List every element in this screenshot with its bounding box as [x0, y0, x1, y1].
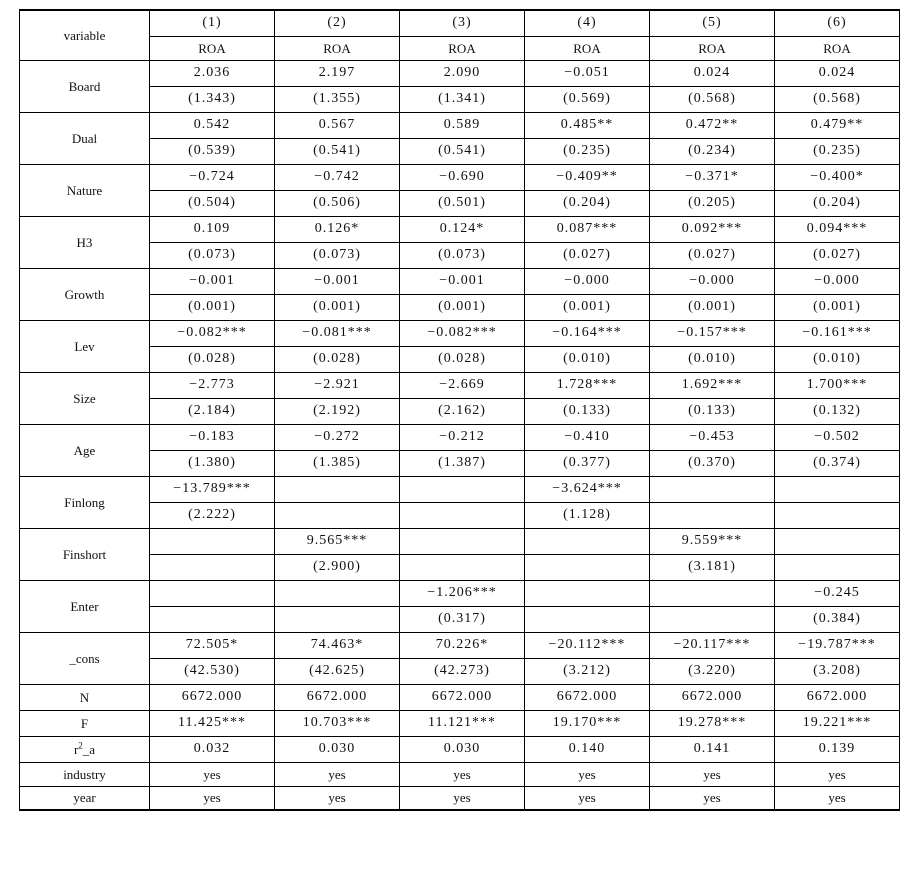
se-cell: (0.506)	[275, 190, 400, 216]
se-cell: (0.028)	[150, 346, 275, 372]
stat-row-r2a	[20, 736, 900, 762]
se-row	[20, 502, 900, 528]
depvar-header: ROA	[275, 36, 400, 60]
coef-cell: −2.773	[150, 372, 275, 398]
se-cell: (1.355)	[275, 86, 400, 112]
coef-cell: 2.197	[275, 60, 400, 86]
coef-cell: 0.485**	[525, 112, 650, 138]
coef-cell: −0.453	[650, 424, 775, 450]
coef-cell	[775, 528, 900, 554]
se-cell: (0.133)	[525, 398, 650, 424]
coef-row	[20, 320, 900, 346]
r2-label-sup: 2	[78, 740, 83, 751]
se-cell: (0.204)	[775, 190, 900, 216]
se-row	[20, 398, 900, 424]
header-row-depvar	[20, 36, 900, 60]
depvar-header: ROA	[650, 36, 775, 60]
se-cell: (0.504)	[150, 190, 275, 216]
variable-name: Enter	[20, 580, 150, 632]
model-header: (4)	[525, 10, 650, 36]
coef-cell	[650, 476, 775, 502]
coef-row	[20, 60, 900, 86]
variable-name: Lev	[20, 320, 150, 372]
stat-cell: 6672.000	[150, 684, 275, 710]
coef-row	[20, 580, 900, 606]
coef-cell: −0.000	[525, 268, 650, 294]
coef-cell: 2.036	[150, 60, 275, 86]
stat-cell: yes	[525, 786, 650, 810]
coef-cell: −0.161***	[775, 320, 900, 346]
se-row	[20, 190, 900, 216]
coef-cell: 72.505*	[150, 632, 275, 658]
se-cell: (0.001)	[775, 294, 900, 320]
variable-name: Growth	[20, 268, 150, 320]
se-cell: (42.530)	[150, 658, 275, 684]
coef-cell: −0.001	[400, 268, 525, 294]
se-cell: (0.541)	[400, 138, 525, 164]
se-cell	[775, 554, 900, 580]
stat-label: year	[20, 786, 150, 810]
stat-cell: 0.030	[400, 736, 525, 762]
stat-row-industry	[20, 762, 900, 786]
coef-cell: 70.226*	[400, 632, 525, 658]
coef-cell: −0.001	[275, 268, 400, 294]
coef-cell: −0.212	[400, 424, 525, 450]
model-header: (5)	[650, 10, 775, 36]
coef-cell: 0.024	[775, 60, 900, 86]
se-cell: (0.001)	[275, 294, 400, 320]
coef-cell	[525, 528, 650, 554]
se-cell	[275, 606, 400, 632]
se-cell	[775, 502, 900, 528]
se-cell: (0.027)	[775, 242, 900, 268]
r2-label-sub: _a	[82, 741, 96, 757]
depvar-header: ROA	[150, 36, 275, 60]
se-row	[20, 242, 900, 268]
se-cell: (0.028)	[275, 346, 400, 372]
stat-label: industry	[20, 762, 150, 786]
se-cell: (0.317)	[400, 606, 525, 632]
se-cell: (0.132)	[775, 398, 900, 424]
stat-cell: 0.030	[275, 736, 400, 762]
se-cell: (3.208)	[775, 658, 900, 684]
stat-cell: yes	[400, 762, 525, 786]
coef-cell: −0.742	[275, 164, 400, 190]
coef-row	[20, 216, 900, 242]
coef-cell: 9.559***	[650, 528, 775, 554]
se-cell: (0.001)	[150, 294, 275, 320]
variable-name: H3	[20, 216, 150, 268]
coef-cell: −0.410	[525, 424, 650, 450]
coef-cell: −0.724	[150, 164, 275, 190]
coef-cell: −0.502	[775, 424, 900, 450]
se-row	[20, 86, 900, 112]
coef-cell: −0.272	[275, 424, 400, 450]
se-cell	[150, 554, 275, 580]
se-cell: (1.343)	[150, 86, 275, 112]
stat-cell: 6672.000	[775, 684, 900, 710]
se-cell: (0.073)	[400, 242, 525, 268]
se-row	[20, 138, 900, 164]
coef-cell: −0.157***	[650, 320, 775, 346]
se-cell: (0.541)	[275, 138, 400, 164]
se-cell: (0.235)	[775, 138, 900, 164]
se-cell: (1.341)	[400, 86, 525, 112]
coef-cell: −20.117***	[650, 632, 775, 658]
variable-name: Finlong	[20, 476, 150, 528]
coef-cell: 0.126*	[275, 216, 400, 242]
coef-cell: −0.400*	[775, 164, 900, 190]
stat-row-f	[20, 710, 900, 736]
model-header: (6)	[775, 10, 900, 36]
coef-cell: −20.112***	[525, 632, 650, 658]
coef-cell: 2.090	[400, 60, 525, 86]
stat-cell: 11.121***	[400, 710, 525, 736]
se-cell: (42.273)	[400, 658, 525, 684]
se-cell: (0.001)	[650, 294, 775, 320]
se-cell: (0.027)	[525, 242, 650, 268]
stat-cell: yes	[275, 786, 400, 810]
stat-cell: 6672.000	[275, 684, 400, 710]
coef-cell: 0.094***	[775, 216, 900, 242]
se-cell: (0.569)	[525, 86, 650, 112]
se-cell: (0.001)	[525, 294, 650, 320]
stat-row-n	[20, 684, 900, 710]
coef-cell: 0.092***	[650, 216, 775, 242]
coef-cell: −2.921	[275, 372, 400, 398]
se-row	[20, 450, 900, 476]
se-cell: (0.370)	[650, 450, 775, 476]
coef-cell: 0.024	[650, 60, 775, 86]
se-cell	[275, 502, 400, 528]
coef-cell: 0.589	[400, 112, 525, 138]
stat-cell: yes	[650, 762, 775, 786]
stat-cell: 0.140	[525, 736, 650, 762]
se-cell: (1.387)	[400, 450, 525, 476]
se-cell: (0.027)	[650, 242, 775, 268]
variable-name: Dual	[20, 112, 150, 164]
coef-cell: 1.700***	[775, 372, 900, 398]
stat-row-year	[20, 786, 900, 810]
stat-cell: 19.221***	[775, 710, 900, 736]
coef-cell: 0.087***	[525, 216, 650, 242]
depvar-header: ROA	[400, 36, 525, 60]
se-cell: (0.001)	[400, 294, 525, 320]
coef-cell: −3.624***	[525, 476, 650, 502]
stat-cell: 0.032	[150, 736, 275, 762]
coef-cell: 9.565***	[275, 528, 400, 554]
stat-cell: 10.703***	[275, 710, 400, 736]
coef-cell: 0.479**	[775, 112, 900, 138]
se-cell: (0.374)	[775, 450, 900, 476]
stat-cell: 0.139	[775, 736, 900, 762]
stat-cell: 19.278***	[650, 710, 775, 736]
coef-cell: −0.245	[775, 580, 900, 606]
se-cell: (0.377)	[525, 450, 650, 476]
se-cell: (0.235)	[525, 138, 650, 164]
se-cell: (0.010)	[650, 346, 775, 372]
coef-cell: 0.472**	[650, 112, 775, 138]
se-cell: (0.073)	[275, 242, 400, 268]
se-cell: (1.380)	[150, 450, 275, 476]
se-cell	[525, 554, 650, 580]
se-cell: (2.162)	[400, 398, 525, 424]
coef-cell: −0.164***	[525, 320, 650, 346]
coef-cell: −0.082***	[150, 320, 275, 346]
coef-cell: 74.463*	[275, 632, 400, 658]
se-cell: (0.234)	[650, 138, 775, 164]
se-row	[20, 294, 900, 320]
depvar-header: ROA	[525, 36, 650, 60]
coef-cell	[650, 580, 775, 606]
coef-cell: −0.000	[650, 268, 775, 294]
coef-cell: −19.787***	[775, 632, 900, 658]
se-cell: (0.384)	[775, 606, 900, 632]
coef-cell	[150, 528, 275, 554]
coef-row	[20, 112, 900, 138]
se-cell	[525, 606, 650, 632]
coef-cell: −0.371*	[650, 164, 775, 190]
se-cell: (0.133)	[650, 398, 775, 424]
coef-row	[20, 164, 900, 190]
coef-row	[20, 372, 900, 398]
coef-cell: 0.567	[275, 112, 400, 138]
se-cell: (0.568)	[650, 86, 775, 112]
stat-cell: 6672.000	[400, 684, 525, 710]
coef-cell: 1.692***	[650, 372, 775, 398]
se-cell	[400, 554, 525, 580]
coef-cell: −0.000	[775, 268, 900, 294]
coef-cell: −0.051	[525, 60, 650, 86]
coef-cell	[775, 476, 900, 502]
coef-cell: −0.690	[400, 164, 525, 190]
coef-row	[20, 268, 900, 294]
coef-cell: 0.109	[150, 216, 275, 242]
stat-cell: 19.170***	[525, 710, 650, 736]
depvar-header: ROA	[775, 36, 900, 60]
coef-cell: −13.789***	[150, 476, 275, 502]
stat-cell: 6672.000	[650, 684, 775, 710]
coef-row	[20, 424, 900, 450]
se-cell: (0.028)	[400, 346, 525, 372]
coef-cell: −2.669	[400, 372, 525, 398]
se-cell: (0.501)	[400, 190, 525, 216]
coef-cell: −0.409**	[525, 164, 650, 190]
regression-table	[19, 9, 900, 811]
se-cell: (0.568)	[775, 86, 900, 112]
se-cell: (1.128)	[525, 502, 650, 528]
header-row-models	[20, 10, 900, 36]
stat-cell: yes	[150, 786, 275, 810]
se-cell	[150, 606, 275, 632]
model-header: (1)	[150, 10, 275, 36]
se-cell: (0.205)	[650, 190, 775, 216]
variable-header: variable	[20, 10, 150, 60]
coef-row	[20, 528, 900, 554]
model-header: (2)	[275, 10, 400, 36]
stat-label: F	[20, 710, 150, 736]
se-cell: (1.385)	[275, 450, 400, 476]
variable-name: Size	[20, 372, 150, 424]
se-cell	[400, 502, 525, 528]
stat-cell: yes	[650, 786, 775, 810]
se-cell: (2.192)	[275, 398, 400, 424]
coef-row	[20, 476, 900, 502]
model-header: (3)	[400, 10, 525, 36]
se-row	[20, 606, 900, 632]
se-row	[20, 346, 900, 372]
coef-cell: −0.183	[150, 424, 275, 450]
stat-cell: yes	[150, 762, 275, 786]
se-cell: (2.222)	[150, 502, 275, 528]
se-cell: (0.539)	[150, 138, 275, 164]
variable-name: Nature	[20, 164, 150, 216]
coef-cell	[525, 580, 650, 606]
variable-name: Finshort	[20, 528, 150, 580]
se-cell: (0.010)	[775, 346, 900, 372]
coef-cell	[150, 580, 275, 606]
coef-cell	[275, 476, 400, 502]
coef-cell: −0.001	[150, 268, 275, 294]
coef-cell: −0.082***	[400, 320, 525, 346]
se-cell: (0.073)	[150, 242, 275, 268]
stat-cell: yes	[775, 762, 900, 786]
se-cell: (42.625)	[275, 658, 400, 684]
se-row	[20, 554, 900, 580]
se-cell	[650, 606, 775, 632]
coef-row	[20, 632, 900, 658]
se-cell	[650, 502, 775, 528]
coef-cell: 0.124*	[400, 216, 525, 242]
se-cell: (0.010)	[525, 346, 650, 372]
se-cell: (3.220)	[650, 658, 775, 684]
stat-cell: 0.141	[650, 736, 775, 762]
stat-cell: 11.425***	[150, 710, 275, 736]
se-cell: (2.184)	[150, 398, 275, 424]
variable-name: _cons	[20, 632, 150, 684]
coef-cell	[400, 528, 525, 554]
se-cell: (3.212)	[525, 658, 650, 684]
coef-cell	[275, 580, 400, 606]
stat-cell: 6672.000	[525, 684, 650, 710]
coef-cell: 0.542	[150, 112, 275, 138]
stat-cell: yes	[400, 786, 525, 810]
se-cell: (2.900)	[275, 554, 400, 580]
se-cell: (3.181)	[650, 554, 775, 580]
se-cell: (0.204)	[525, 190, 650, 216]
coef-cell	[400, 476, 525, 502]
stat-label-r2a	[20, 736, 150, 762]
variable-name: Age	[20, 424, 150, 476]
coef-cell: 1.728***	[525, 372, 650, 398]
se-row	[20, 658, 900, 684]
coef-cell: −0.081***	[275, 320, 400, 346]
stat-cell: yes	[775, 786, 900, 810]
stat-cell: yes	[525, 762, 650, 786]
coef-cell: −1.206***	[400, 580, 525, 606]
stat-label: N	[20, 684, 150, 710]
r2-label-base: r	[73, 741, 79, 757]
stat-cell: yes	[275, 762, 400, 786]
variable-name: Board	[20, 60, 150, 112]
